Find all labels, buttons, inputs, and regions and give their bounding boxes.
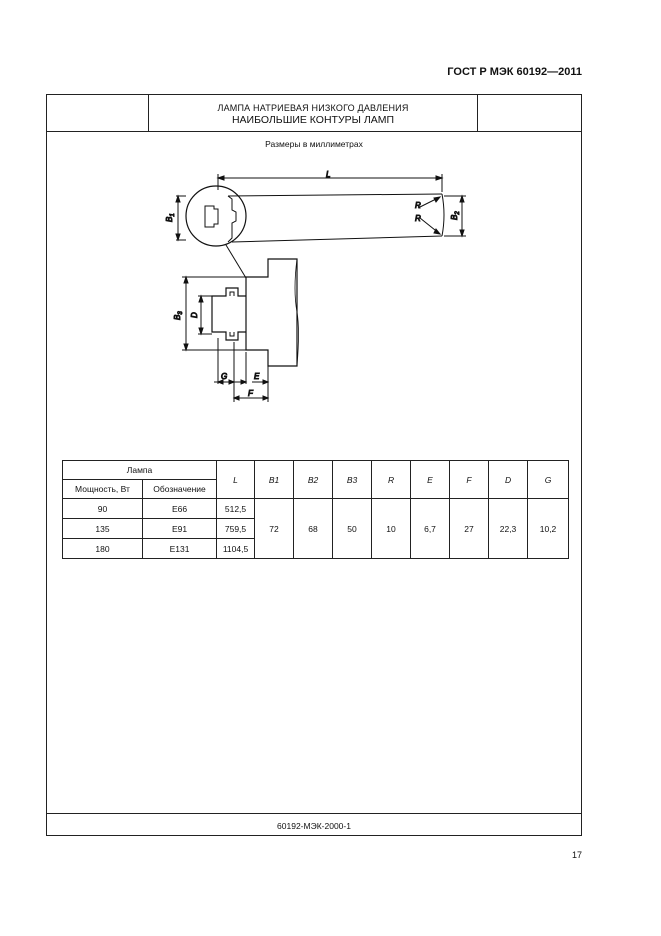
- cell-b1: 72: [255, 499, 294, 559]
- cell-d: 22,3: [489, 499, 528, 559]
- label-f: F: [248, 389, 253, 398]
- detail-circle: [186, 186, 246, 246]
- cell-l: 512,5: [217, 499, 255, 519]
- label-b3: $B_3$: [173, 311, 184, 320]
- table-header-row: [63, 461, 569, 480]
- cell-power: 180: [63, 539, 143, 559]
- cell-designation: E91: [143, 519, 217, 539]
- cell-f: 27: [450, 499, 489, 559]
- label-b2: $B_2$: [450, 211, 461, 220]
- header-b1: B1: [255, 461, 294, 499]
- detail-leader-line: [226, 245, 246, 278]
- label-r-lower: R: [415, 214, 421, 223]
- header-b2: B2: [294, 461, 333, 499]
- lamp-type-title: ЛАМПА НАТРИЕВАЯ НИЗКОГО ДАВЛЕНИЯ: [217, 103, 409, 113]
- dim-d: [198, 296, 212, 334]
- base-neck-small: [228, 196, 236, 242]
- cell-designation: E131: [143, 539, 217, 559]
- cell-r: 10: [372, 499, 411, 559]
- header-designation: Обозначение: [143, 480, 217, 499]
- units-note: Размеры в миллиметрах: [265, 139, 363, 149]
- header-lamp-group: Лампа: [63, 461, 217, 480]
- dim-g-e-f: [214, 338, 268, 402]
- label-g: G: [221, 372, 228, 381]
- header-d: D: [489, 461, 528, 499]
- label-b1: $B_1$: [165, 213, 176, 222]
- lamp-body-outline: [228, 194, 444, 242]
- cell-b3: 50: [333, 499, 372, 559]
- cell-e: 6,7: [411, 499, 450, 559]
- table-row: [63, 499, 569, 519]
- header-r: R: [372, 461, 411, 499]
- label-d: D: [190, 312, 199, 318]
- cell-b2: 68: [294, 499, 333, 559]
- header-power: Мощность, Вт: [63, 480, 143, 499]
- cell-g: 10,2: [528, 499, 569, 559]
- radius-leaders: [418, 197, 440, 234]
- cell-l: 1104,5: [217, 539, 255, 559]
- standard-code: ГОСТ Р МЭК 60192—2011: [447, 66, 582, 78]
- lamp-dimensions-table: [62, 460, 569, 559]
- label-l: L: [326, 170, 331, 179]
- page-number: 17: [571, 850, 582, 860]
- label-r-upper: R: [415, 201, 421, 210]
- sheet-subject-title: НАИБОЛЬШИЕ КОНТУРЫ ЛАМП: [231, 114, 395, 126]
- sheet-code: 60192-МЭК-2000-1: [277, 821, 351, 831]
- header-f: F: [450, 461, 489, 499]
- cell-designation: E66: [143, 499, 217, 519]
- cell-power: 90: [63, 499, 143, 519]
- base-detail-small: [205, 206, 218, 227]
- header-l: L: [217, 461, 255, 499]
- cell-l: 759,5: [217, 519, 255, 539]
- header-e: E: [411, 461, 450, 499]
- cell-power: 135: [63, 519, 143, 539]
- header-b3: B3: [333, 461, 372, 499]
- label-e: E: [254, 372, 260, 381]
- header-g: G: [528, 461, 569, 499]
- dim-b1: [176, 196, 186, 240]
